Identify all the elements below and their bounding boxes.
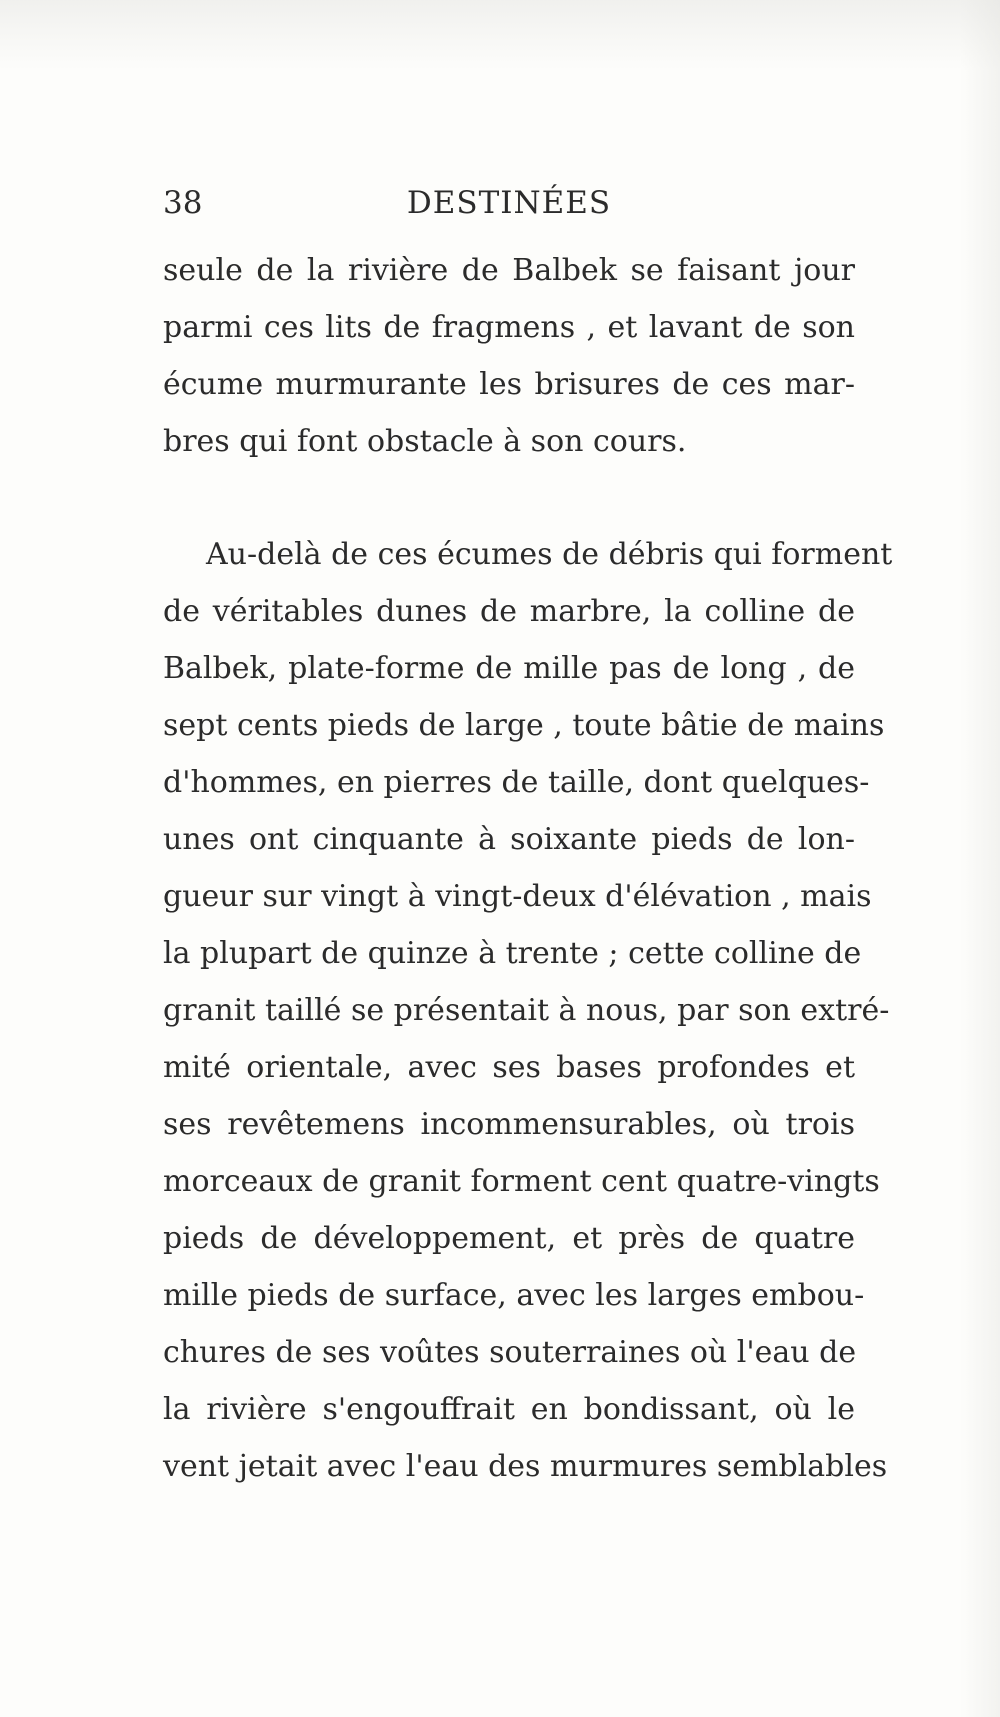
- paragraph-continued: [163, 242, 855, 470]
- text-line: sept cents pieds de large , toute bâtie de mains: [163, 708, 885, 743]
- text-line: mille pieds de surface, avec les larges embou-: [163, 1278, 865, 1313]
- text-line: ses revêtemens incommensurables, où trois: [163, 1107, 855, 1142]
- text-line: la plupart de quinze à trente ; cette colline de: [163, 936, 862, 971]
- text-line: seule de la rivière de Balbek se faisant jour: [163, 253, 855, 288]
- text-line: la rivière s'engouffrait en bondissant, où le: [163, 1392, 855, 1427]
- paragraph-balbek-hill: [163, 526, 893, 1495]
- text-line: chures de ses voûtes souterraines où l'eau de: [163, 1335, 857, 1370]
- running-head: [163, 178, 855, 228]
- text-line: Balbek, plate-forme de mille pas de long , de: [163, 651, 855, 686]
- text-block: [163, 242, 893, 1495]
- page-number: 38: [163, 185, 203, 221]
- text-line: écume murmurante les brisures de ces mar-: [163, 367, 855, 402]
- text-line: vent jetait avec l'eau des murmures semblables: [163, 1449, 888, 1484]
- text-line: gueur sur vingt à vingt-deux d'élévation , mais: [163, 879, 872, 914]
- text-line: bres qui font obstacle à son cours.: [163, 424, 687, 459]
- text-line: unes ont cinquante à soixante pieds de lon-: [163, 822, 855, 857]
- paragraph-gap: [163, 470, 855, 526]
- text-line: parmi ces lits de fragmens , et lavant de son: [163, 310, 855, 345]
- running-title: DESTINÉES: [406, 185, 612, 221]
- text-line: de véritables dunes de marbre, la colline de: [163, 594, 855, 629]
- text-line: mité orientale, avec ses bases profondes et: [163, 1050, 855, 1085]
- text-line: granit taillé se présentait à nous, par son extré-: [163, 993, 890, 1028]
- text-line: pieds de développement, et près de quatre: [163, 1221, 855, 1256]
- text-line: morceaux de granit forment cent quatre-vingts: [163, 1164, 880, 1199]
- text-line: Au-delà de ces écumes de débris qui forment: [206, 537, 893, 572]
- text-line: d'hommes, en pierres de taille, dont quelques-: [163, 765, 870, 800]
